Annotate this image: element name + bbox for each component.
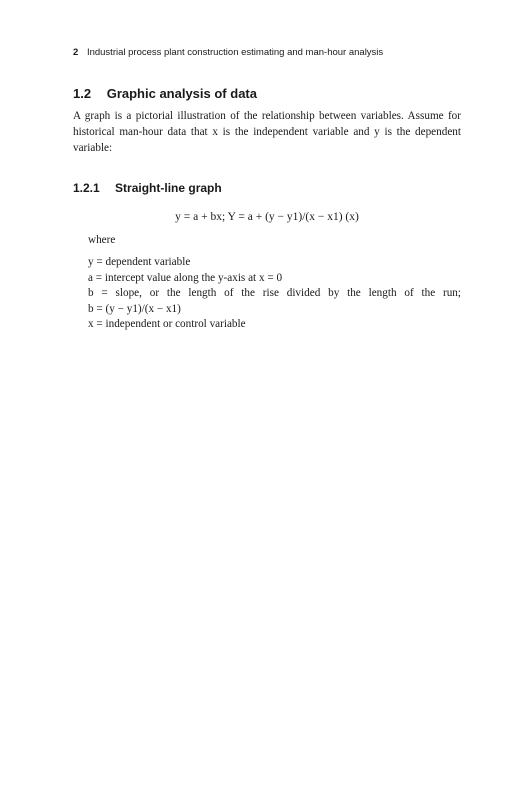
straight-line-equation: y = a + bx; Y = a + (y − y1)/(x − x1) (x) — [175, 211, 359, 223]
definition-b-formula: b = (y − y1)/(x − x1) — [88, 302, 181, 315]
definition-a: a = intercept value along the y-axis at x = 0 — [88, 271, 283, 284]
section-title: Graphic analysis of data — [106, 86, 257, 101]
section-number: 1.2 — [73, 86, 92, 101]
section-paragraph: A graph is a pictorial illustration of the relationship between variables. Assume for historical man-hour data that x is the independent variable and y is the dependent variable: — [73, 110, 461, 154]
running-head-title: Industrial process plant construction estimating and man-hour analysis — [86, 47, 384, 58]
definition-x: x = independent or control variable — [88, 318, 246, 330]
definition-y: y = dependent variable — [88, 256, 191, 268]
section-heading — [73, 86, 257, 101]
definition-list — [88, 255, 461, 333]
running-head — [73, 47, 383, 58]
definition-b: b = slope, or the length of the rise divided by the length of the run; — [88, 287, 461, 299]
page-number: 2 — [73, 47, 79, 58]
subsection-number: 1.2.1 — [73, 181, 100, 195]
subsection-title: Straight-line graph — [115, 181, 222, 195]
subsection-heading — [73, 181, 222, 195]
where-label: where — [88, 234, 116, 246]
